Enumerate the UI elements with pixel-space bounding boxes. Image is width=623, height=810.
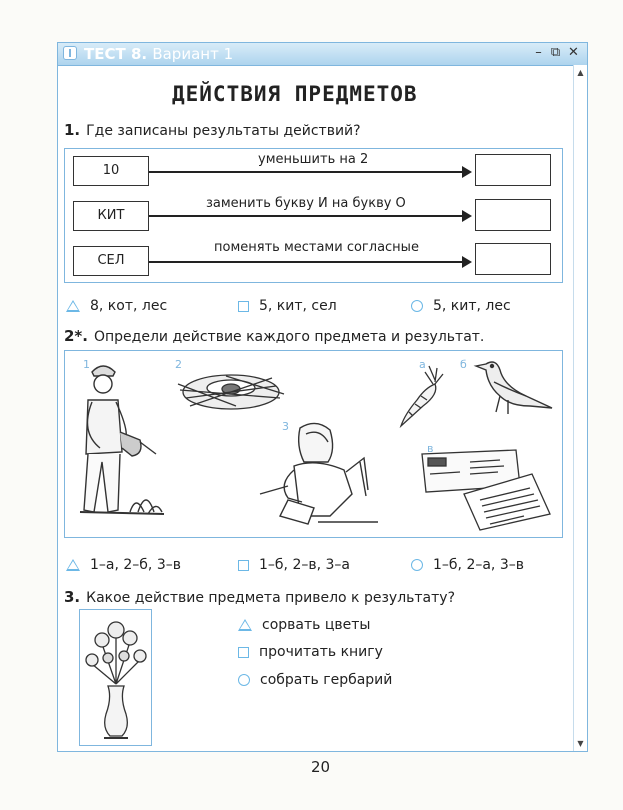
question-number: 1.: [64, 121, 81, 139]
option-label: сорвать цветы: [262, 617, 371, 633]
picture-label: 1: [83, 358, 90, 371]
result-box[interactable]: [475, 154, 551, 186]
triangle-icon: [66, 559, 80, 571]
window-title: [84, 45, 233, 63]
vase-flowers-illustration: [82, 614, 150, 742]
restore-icon[interactable]: ⧉: [550, 45, 561, 60]
picture-label: 3: [282, 420, 289, 433]
q2-option-c[interactable]: [411, 557, 524, 573]
arrow: [149, 261, 470, 263]
triangle-icon: [238, 619, 252, 631]
scroll-down-icon[interactable]: ▼: [577, 739, 584, 748]
title-bar[interactable]: [58, 43, 587, 66]
option-label: 5, кит, сел: [259, 298, 337, 314]
arrow: [149, 171, 470, 173]
bird-illustration: [470, 356, 555, 418]
letters-illustration: [420, 448, 555, 533]
picture-label: в: [427, 442, 434, 455]
question-text: Где записаны результаты действий?: [86, 123, 361, 139]
girl-writing-illustration: [260, 420, 380, 530]
option-label: 1–б, 2–в, 3–а: [259, 557, 350, 573]
operation-label: поменять местами согласные: [214, 240, 419, 255]
option-label: собрать гербарий: [260, 672, 393, 688]
operation-label: заменить букву И на букву О: [206, 196, 406, 211]
boy-watering-illustration: [70, 362, 165, 532]
window-icon: [63, 46, 77, 60]
scroll-up-icon[interactable]: ▲: [577, 68, 584, 77]
option-label: 8, кот, лес: [90, 298, 168, 314]
carrot-illustration: [395, 362, 445, 430]
option-label: прочитать книгу: [259, 644, 383, 660]
option-label: 1–а, 2–б, 3–в: [90, 557, 181, 573]
operation-label: уменьшить на 2: [258, 152, 369, 167]
source-box: СЕЛ: [73, 246, 149, 276]
option-label: 5, кит, лес: [433, 298, 511, 314]
q2-option-a[interactable]: [66, 557, 181, 573]
result-box[interactable]: [475, 243, 551, 275]
q1-option-a[interactable]: [66, 298, 167, 314]
source-box: 10: [73, 156, 149, 186]
q1-option-b[interactable]: [238, 298, 337, 314]
vertical-scrollbar[interactable]: [573, 65, 587, 751]
question-number: 2*.: [64, 327, 88, 345]
page-title: ДЕЙСТВИЯ ПРЕДМЕТОВ: [172, 82, 418, 106]
q2-option-b[interactable]: [238, 557, 350, 573]
picture-label: б: [460, 358, 467, 371]
picture-label: 2: [175, 358, 182, 371]
picture-label: а: [419, 358, 426, 371]
result-box[interactable]: [475, 199, 551, 231]
source-box: КИТ: [73, 201, 149, 231]
triangle-icon: [66, 300, 80, 312]
circle-icon: [411, 559, 423, 571]
circle-icon: [238, 674, 250, 686]
circle-icon: [411, 300, 423, 312]
q1-option-c[interactable]: [411, 298, 511, 314]
question-1: [64, 121, 361, 139]
question-3: [64, 588, 455, 606]
square-icon: [238, 647, 249, 658]
square-icon: [238, 560, 249, 571]
q3-option-c[interactable]: [238, 672, 392, 688]
question-2: [64, 327, 484, 345]
nest-illustration: [176, 368, 286, 416]
question-text: Какое действие предмета привело к результату?: [86, 590, 456, 606]
title-sub: Вариант 1: [152, 45, 234, 63]
option-label: 1–б, 2–а, 3–в: [433, 557, 524, 573]
minimize-icon[interactable]: –: [535, 45, 542, 60]
question-text: Определи действие каждого предмета и результат.: [93, 329, 485, 345]
arrow: [149, 215, 470, 217]
q3-option-b[interactable]: [238, 644, 383, 660]
square-icon: [238, 301, 249, 312]
q3-option-a[interactable]: [238, 617, 370, 633]
page-number: 20: [311, 758, 331, 776]
question-number: 3.: [64, 588, 81, 606]
title-main: ТЕСТ 8.: [84, 45, 148, 63]
close-icon[interactable]: ✕: [568, 45, 579, 60]
